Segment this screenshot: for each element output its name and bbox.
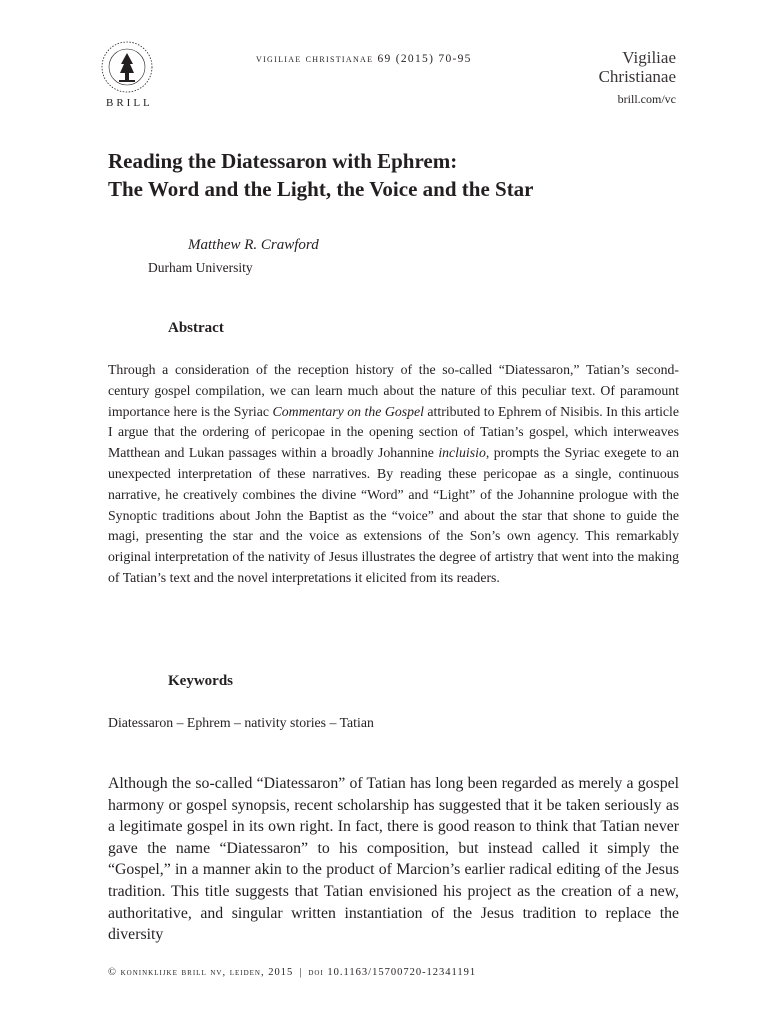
footer-separator: |: [299, 967, 303, 978]
copyright-notice: © koninklijke brill nv, leiden, 2015: [108, 967, 294, 978]
journal-info: [546, 48, 676, 107]
page-footer: [108, 967, 476, 978]
title-line-2: The Word and the Light, the Voice and the Star: [108, 177, 534, 201]
keywords-list: Diatessaron – Ephrem – nativity stories – Tatian: [108, 715, 374, 730]
title-line-1: Reading the Diatessaron with Ephrem:: [108, 149, 458, 173]
keywords-heading: Keywords: [168, 673, 233, 689]
journal-name-line1: Vigiliae: [622, 48, 676, 67]
publisher-name: BRILL: [106, 97, 153, 109]
doi-link[interactable]: doi 10.1163/15700720-12341191: [308, 967, 477, 978]
abstract-text: [108, 360, 679, 589]
brill-seal-icon: [100, 40, 154, 94]
journal-url[interactable]: brill.com/vc: [617, 92, 676, 106]
abstract-heading: Abstract: [168, 320, 224, 336]
abstract-part-2: attributed to Ephrem of Nisibis. In this article I argue that the ordering of pericopae in the opening section of Tatian’s gospel, which interweaves Matthean and Lukan passages within a broadly Johannine: [108, 403, 679, 461]
body-paragraph: Although the so-called “Diatessaron” of Tatian has long been regarded as merely a gospel harmony or gospel synopsis, recent scholarship has suggested that it be taken seriously as a legitimate gospel in its own right. In fact, there is good reason to think that Tatian never gave the name “Diatessaron” to his composition, but instead called it simply the “Gospel,” in a manner akin to the product of Marcion’s earlier radical editing of the Jesus tradition. This title suggests that Tatian envisioned his project as the creation of a new, authoritative, and singular written instantiation of the Jesus tradition to replace the diversity: [108, 775, 679, 944]
abstract-part-3: , prompts the Syriac exegete to an unexpected interpretation of these narratives. By reading these pericopae as a single, continuous narrative, he creatively combines the divine “Word” and “Light” of the Johannine prologue with the Synoptic traditions about John the Baptist as the “voice” and about the star that shone to guide the magi, presenting the star and the voice as extensions of the Son’s own agency. This remarkably original interpretation of the nativity of Jesus illustrates the degree of artistry that went into the making of Tatian’s text and the novel interpretations it elicited from its readers.: [108, 445, 679, 585]
abstract-italic-1: Commentary on the Gospel: [272, 403, 424, 419]
author-affiliation: Durham University: [148, 260, 253, 275]
abstract-italic-2: incluisio: [438, 445, 486, 461]
brill-logo: [96, 40, 158, 109]
article-title: [108, 147, 668, 203]
journal-citation: vigiliae christianae 69 (2015) 70-95: [256, 53, 472, 65]
abstract-part-1: Through a consideration of the reception history of the so-called “Diatessaron,” Tatian’s second-century gospel compilation, we can learn much about the nature of this peculiar text. Of paramount importance here is the Syriac: [108, 362, 679, 419]
journal-name-line2: Christianae: [598, 67, 676, 86]
author-name: Matthew R. Crawford: [188, 237, 319, 253]
